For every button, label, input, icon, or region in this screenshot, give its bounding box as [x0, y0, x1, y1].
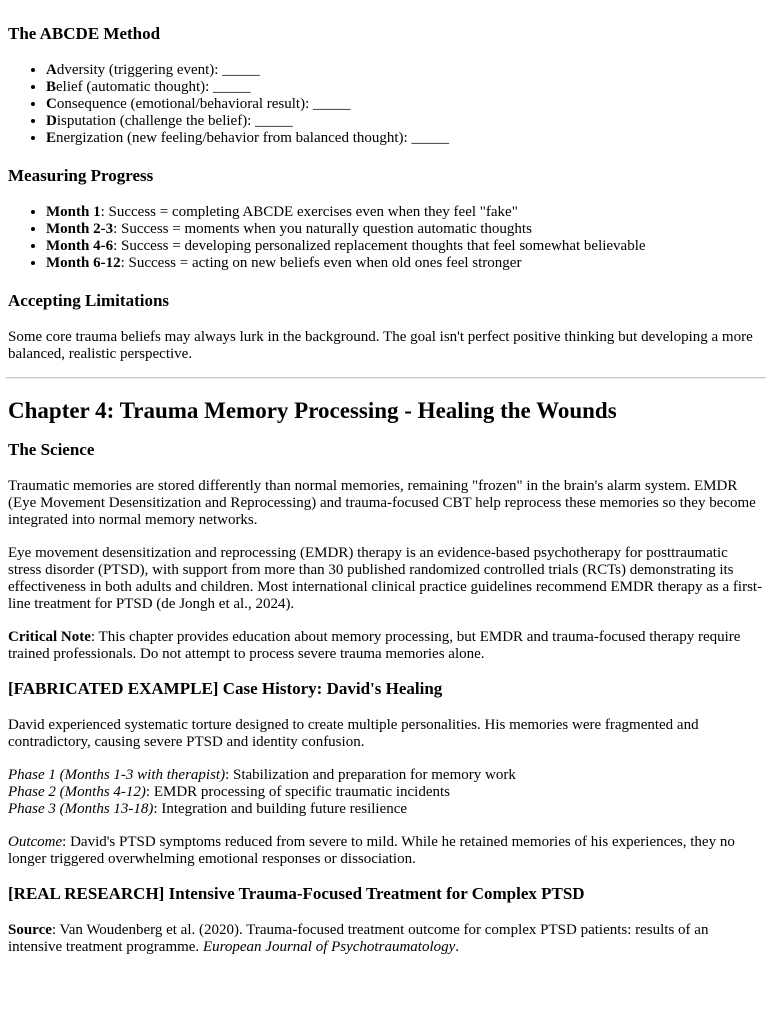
phase-line: Phase 2 (Months 4-12): EMDR processing of specific traumatic incidents	[8, 784, 450, 800]
phase-line: Phase 3 (Months 13-18): Integration and building future resilience	[8, 801, 408, 817]
list-item: • Month 4-6: Success = developing personalized replacement thoughts that feel somewhat believable	[46, 238, 764, 255]
list-item: • Month 6-12: Success = acting on new beliefs even when old ones feel stronger	[46, 255, 764, 272]
limitations-heading: Accepting Limitations	[8, 291, 170, 310]
list-item: • Belief (automatic thought): _____	[46, 79, 764, 96]
research-heading: [REAL RESEARCH] Intensive Trauma-Focused Treatment for Complex PTSD	[8, 884, 585, 903]
progress-heading: Measuring Progress	[8, 166, 154, 185]
list-item: • Adversity (triggering event): _____	[46, 62, 764, 79]
abcde-list	[8, 62, 764, 147]
progress-list	[8, 204, 764, 272]
section-divider	[6, 377, 766, 379]
case-heading: [FABRICATED EXAMPLE] Case History: David's Healing	[8, 679, 443, 698]
science-heading: The Science	[8, 440, 95, 459]
document-page	[0, 24, 772, 956]
science-paragraph-2: Eye movement desensitization and reprocessing (EMDR) therapy is an evidence-based psychotherapy for posttraumatic stress disorder (PTSD), with support from more than 30 published randomized controlled trials (RCTs) demonstrating its effectiveness in both adults and children. Most international clinical practice guidelines recommend EMDR therapy as a first-line treatment for PTSD (de Jongh et al., 2024).	[8, 545, 763, 612]
list-item: • Energization (new feeling/behavior from balanced thought): _____	[46, 130, 764, 147]
science-paragraph-1: Traumatic memories are stored differently than normal memories, remaining "frozen" in the brain's alarm system. EMDR (Eye Movement Desensitization and Reprocessing) and trauma-focused CBT help reprocess these memories so they become integrated into normal memory networks.	[8, 478, 756, 528]
critical-note: Critical Note: This chapter provides education about memory processing, but EMDR and trauma-focused therapy require trained professionals. Do not attempt to process severe trauma memories alone.	[8, 629, 741, 662]
case-outcome: Outcome: David's PTSD symptoms reduced from severe to mild. While he retained memories of his experiences, they no longer triggered overwhelming emotional responses or dissociation.	[8, 834, 735, 867]
research-source: Source: Van Woudenberg et al. (2020). Trauma-focused treatment outcome for complex PTSD patients: results of an intensive treatment programme. European Journal of Psychotraumatology.	[8, 922, 709, 955]
case-intro: David experienced systematic torture designed to create multiple personalities. His memories were fragmented and contradictory, causing severe PTSD and identity confusion.	[8, 717, 699, 750]
list-item: • Disputation (challenge the belief): _____	[46, 113, 764, 130]
limitations-text: Some core trauma beliefs may always lurk in the background. The goal isn't perfect positive thinking but developing a more balanced, realistic perspective.	[8, 329, 753, 362]
chapter-title: Chapter 4: Trauma Memory Processing - Healing the Wounds	[8, 398, 617, 423]
list-item: • Month 1: Success = completing ABCDE exercises even when they feel "fake"	[46, 204, 764, 221]
abcde-heading: The ABCDE Method	[8, 24, 161, 43]
case-phases	[8, 767, 764, 818]
list-item: • Month 2-3: Success = moments when you naturally question automatic thoughts	[46, 221, 764, 238]
phase-line: Phase 1 (Months 1-3 with therapist): Stabilization and preparation for memory work	[8, 767, 516, 783]
list-item: • Consequence (emotional/behavioral result): _____	[46, 96, 764, 113]
